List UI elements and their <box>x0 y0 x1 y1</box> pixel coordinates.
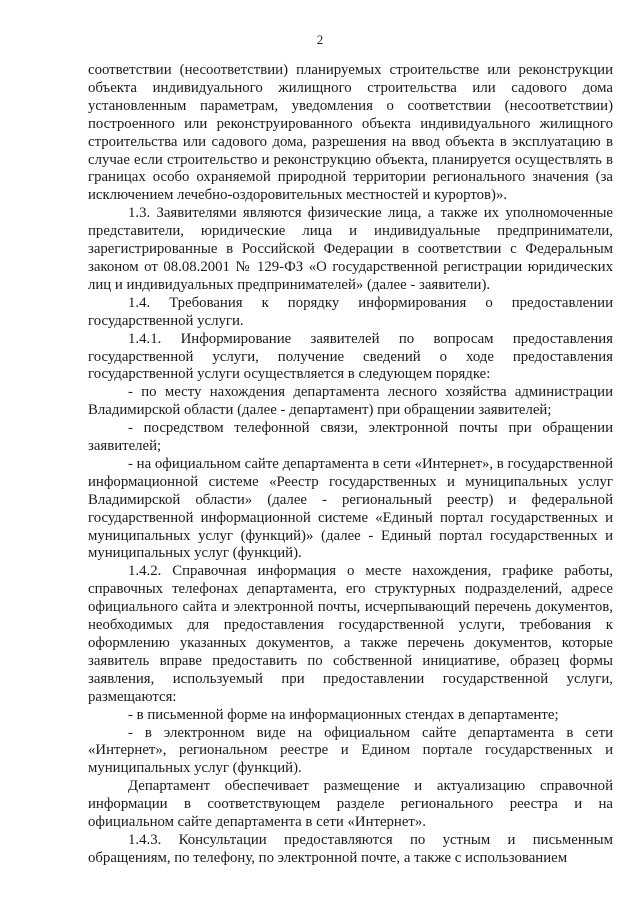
list-item-electronic-form: - в электронном виде на официальном сайте департамента в сети «Интернет», региональном реестре и Едином портале государственных и муниципальных услуг (функций). <box>88 724 613 777</box>
list-item-department-location: - по месту нахождения департамента лесного хозяйства администрации Владимирской области (далее - департамент) при обращении заявителей; <box>88 384 613 419</box>
list-item-website-portal: - на официальном сайте департамента в сети «Интернет», в государственной информационной системе «Реестр государственных и муниципальных услуг Владимирской области» (далее - региональный реестр) и федеральной государственной информационной системе «Единый портал государственных и муниципальных услуг (функций)» (далее - Единый портал государственных и муниципальных услуг (функций). <box>88 455 613 562</box>
list-item-phone-email: - посредством телефонной связи, электронной почты при обращении заявителей; <box>88 420 613 455</box>
paragraph-1-4-2: 1.4.2. Справочная информация о месте нахождения, графике работы, справочных телефонах департамента, его структурных подразделений, адресе официального сайта и электронной почты, исчерпывающий перечень документов, необходимых для предоставления государственной услуги, требования к оформлению указанных документов, а также перечень документов, которые заявитель вправе предоставить по собственной инициативе, образец формы заявления, используемый при предоставлении государственной услуги, размещаются: <box>88 563 613 705</box>
document-body <box>88 62 613 868</box>
paragraph-1-4-3: 1.4.3. Консультации предоставляются по устным и письменным обращениям, по телефону, по электронной почте, а также с использованием <box>88 831 613 866</box>
paragraph-1-3: 1.3. Заявителями являются физические лица, а также их уполномоченные представители, юридические лица и индивидуальные предприниматели, зарегистрированные в Российской Федерации в соответствии с Федеральным законом от 08.08.2001 № 129-ФЗ «О государственной регистрации юридических лиц и индивидуальных предпринимателей» (далее - заявители). <box>88 205 613 293</box>
paragraph-department-duty: Департамент обеспечивает размещение и актуализацию справочной информации в соответствующем разделе регионального реестра и на официальном сайте департамента в сети «Интернет». <box>88 778 613 831</box>
page-number: 2 <box>316 32 324 47</box>
list-item-info-stands: - в письменной форме на информационных стендах в департаменте; <box>128 706 559 723</box>
paragraph-1-4-1: 1.4.1. Информирование заявителей по вопросам предоставления государственной услуги, получение сведений о ходе предоставления государственной услуги осуществляется в следующем порядке: <box>88 330 613 383</box>
paragraph-1-4: 1.4. Требования к порядку информирования о предоставлении государственной услуги. <box>88 294 613 329</box>
paragraph-continuation: соответствии (несоответствии) планируемых строительстве или реконструкции объекта индивидуального жилищного строительства или садового дома установленным параметрам, уведомления о соответствии (несоответствии) построенного или реконструированного объекта индивидуального жилищного строительства или садового дома, разрешения на ввод объекта в эксплуатацию в случае если строительство и реконструкцию объекта, планируется осуществлять в границах особо охраняемой природной территории регионального значения (за исключением лечебно-оздоровительных местностей и курортов)». <box>88 62 613 204</box>
